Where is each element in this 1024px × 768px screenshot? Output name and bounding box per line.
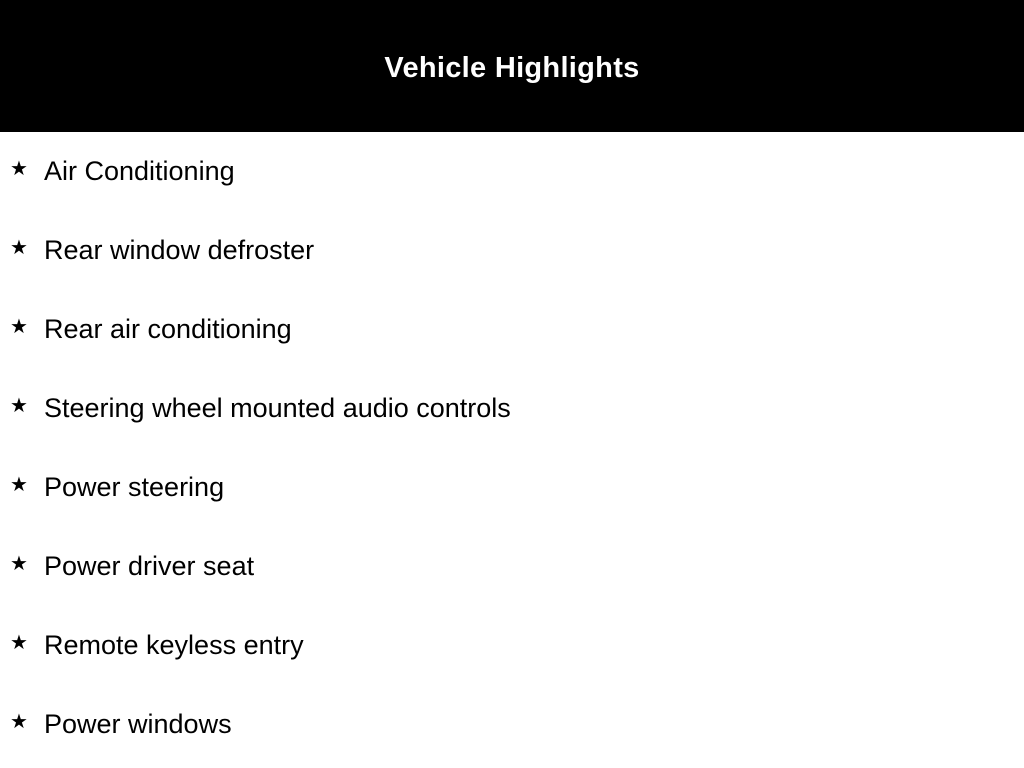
star-icon: ★ <box>10 630 28 654</box>
star-icon: ★ <box>10 472 28 496</box>
star-icon: ★ <box>10 709 28 733</box>
star-icon: ★ <box>10 235 28 259</box>
highlight-label: Power windows <box>44 709 232 739</box>
highlight-label: Power driver seat <box>44 551 255 581</box>
list-item <box>0 630 304 670</box>
highlight-label: Rear window defroster <box>44 235 315 265</box>
list-item <box>0 235 314 275</box>
page-title: Vehicle Highlights <box>384 51 640 84</box>
star-icon: ★ <box>10 314 28 338</box>
list-item <box>0 314 292 354</box>
list-item <box>0 551 254 591</box>
star-icon: ★ <box>10 551 28 575</box>
highlight-label: Remote keyless entry <box>44 630 304 660</box>
list-item <box>0 709 232 749</box>
page-header <box>0 0 1024 132</box>
list-item <box>0 393 511 433</box>
highlight-label: Air Conditioning <box>44 156 235 186</box>
star-icon: ★ <box>10 393 28 417</box>
highlight-label: Rear air conditioning <box>44 314 292 344</box>
highlight-label: Power steering <box>44 472 225 502</box>
list-item <box>0 156 235 196</box>
list-item <box>0 472 224 512</box>
highlight-label: Steering wheel mounted audio controls <box>44 393 511 423</box>
star-icon: ★ <box>10 156 28 180</box>
